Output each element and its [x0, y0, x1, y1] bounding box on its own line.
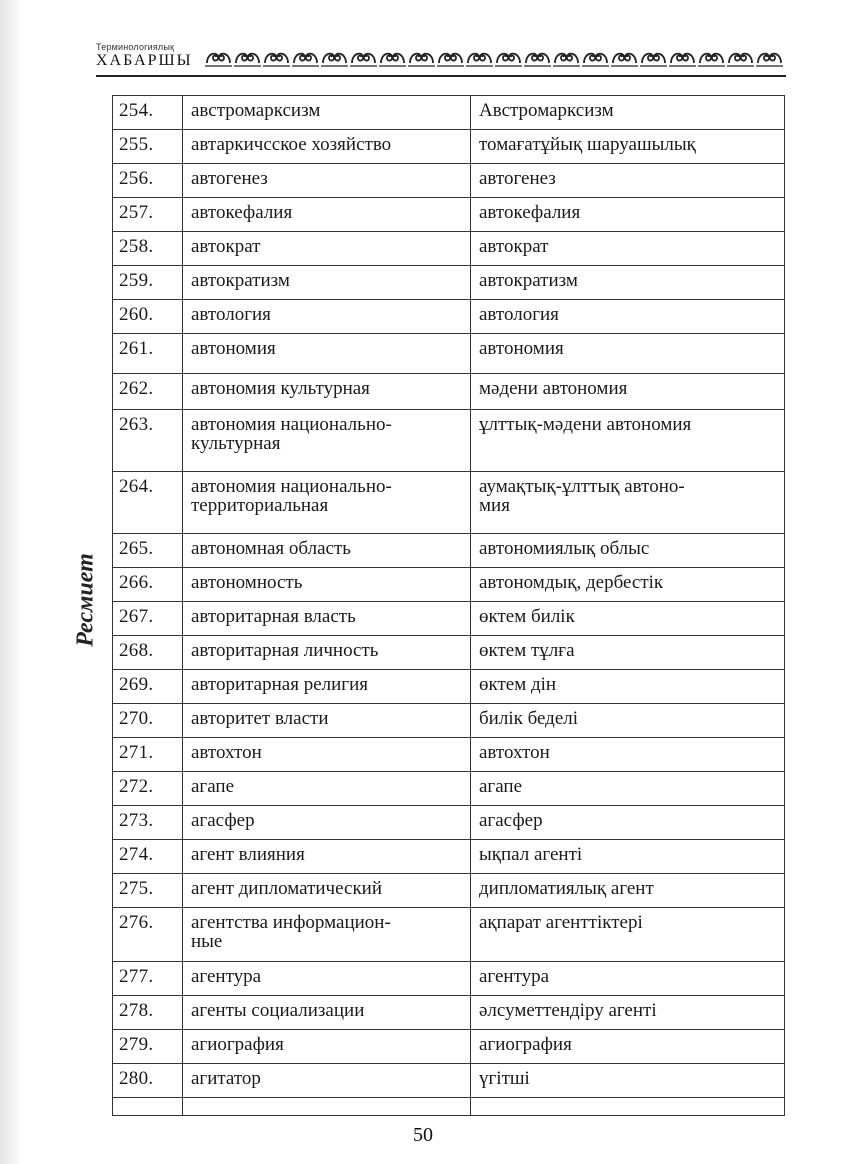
term-kazakh: автократ — [471, 232, 785, 266]
table-row — [113, 1030, 785, 1064]
term-russian: авторитарная личность — [183, 636, 471, 670]
table-row — [113, 568, 785, 602]
term-russian: агитатор — [183, 1064, 471, 1098]
table-row-empty — [113, 1098, 785, 1116]
table-row — [113, 908, 785, 962]
term-kazakh: автократизм — [471, 266, 785, 300]
journal-name-top: Терминологиялық — [96, 42, 175, 52]
term-kazakh: ықпал агенті — [471, 840, 785, 874]
term-number: 256. — [113, 164, 183, 198]
page-header — [96, 40, 786, 74]
term-kazakh: өктем билік — [471, 602, 785, 636]
term-kazakh: мәдени автономия — [471, 374, 785, 410]
page-number: 50 — [413, 1124, 433, 1146]
table-row — [113, 198, 785, 232]
term-russian: австромарксизм — [183, 96, 471, 130]
term-kazakh: автохтон — [471, 738, 785, 772]
term-russian: автономия национально- культурная — [183, 410, 471, 472]
table-row — [113, 962, 785, 996]
term-russian: автология — [183, 300, 471, 334]
terms-table-body — [113, 96, 785, 1116]
term-russian: автономность — [183, 568, 471, 602]
term-russian: авторитет власти — [183, 704, 471, 738]
table-row — [113, 738, 785, 772]
term-number: 270. — [113, 704, 183, 738]
term-kazakh: автокефалия — [471, 198, 785, 232]
empty-cell — [113, 1098, 183, 1116]
term-kazakh: автономия — [471, 334, 785, 374]
term-kazakh: өктем тұлға — [471, 636, 785, 670]
term-russian: автономия — [183, 334, 471, 374]
term-russian: автокефалия — [183, 198, 471, 232]
term-number: 279. — [113, 1030, 183, 1064]
term-kazakh: агентура — [471, 962, 785, 996]
term-kazakh: агасфер — [471, 806, 785, 840]
empty-cell — [471, 1098, 785, 1116]
term-number: 277. — [113, 962, 183, 996]
term-kazakh: Австромарксизм — [471, 96, 785, 130]
term-number: 255. — [113, 130, 183, 164]
table-row — [113, 636, 785, 670]
term-russian: автократизм — [183, 266, 471, 300]
side-section-label — [56, 530, 116, 670]
empty-cell — [183, 1098, 471, 1116]
term-number: 257. — [113, 198, 183, 232]
table-row — [113, 374, 785, 410]
term-russian: автохтон — [183, 738, 471, 772]
term-number: 266. — [113, 568, 183, 602]
term-kazakh: томағатұйық шаруашылық — [471, 130, 785, 164]
term-number: 262. — [113, 374, 183, 410]
table-row — [113, 602, 785, 636]
term-number: 264. — [113, 472, 183, 534]
term-russian: автаркичсское хозяйство — [183, 130, 471, 164]
term-number: 269. — [113, 670, 183, 704]
term-kazakh: аумақтық-ұлттық автоно- мия — [471, 472, 785, 534]
term-russian: агиография — [183, 1030, 471, 1064]
term-russian: автократ — [183, 232, 471, 266]
term-number: 272. — [113, 772, 183, 806]
term-number: 275. — [113, 874, 183, 908]
table-row — [113, 996, 785, 1030]
term-kazakh: агиография — [471, 1030, 785, 1064]
terms-table — [112, 95, 785, 1116]
table-row — [113, 704, 785, 738]
term-kazakh: ақпарат агенттіктері — [471, 908, 785, 962]
table-row — [113, 334, 785, 374]
table-row — [113, 806, 785, 840]
term-kazakh: әлсуметтендіру агенті — [471, 996, 785, 1030]
table-row — [113, 772, 785, 806]
term-kazakh: автогенез — [471, 164, 785, 198]
term-number: 273. — [113, 806, 183, 840]
term-russian: автономия культурная — [183, 374, 471, 410]
table-row — [113, 534, 785, 568]
term-number: 258. — [113, 232, 183, 266]
term-russian: агентства информацион- ные — [183, 908, 471, 962]
header-rule — [96, 75, 786, 77]
table-row — [113, 1064, 785, 1098]
table-row — [113, 472, 785, 534]
term-russian: агасфер — [183, 806, 471, 840]
term-russian: агентура — [183, 962, 471, 996]
term-number: 274. — [113, 840, 183, 874]
term-number: 278. — [113, 996, 183, 1030]
term-number: 276. — [113, 908, 183, 962]
term-russian: автогенез — [183, 164, 471, 198]
side-section-label-text: Ресмиет — [72, 553, 99, 647]
table-row — [113, 130, 785, 164]
term-russian: агапе — [183, 772, 471, 806]
header-ornament — [204, 45, 784, 69]
term-number: 260. — [113, 300, 183, 334]
term-number: 254. — [113, 96, 183, 130]
page-edge-shadow — [0, 0, 22, 1164]
term-kazakh: өктем дін — [471, 670, 785, 704]
term-russian: авторитарная религия — [183, 670, 471, 704]
term-number: 268. — [113, 636, 183, 670]
term-russian: агент влияния — [183, 840, 471, 874]
term-number: 261. — [113, 334, 183, 374]
table-row — [113, 410, 785, 472]
table-row — [113, 840, 785, 874]
term-russian: агенты социализации — [183, 996, 471, 1030]
term-kazakh: дипломатиялық агент — [471, 874, 785, 908]
table-row — [113, 164, 785, 198]
term-russian: агент дипломатический — [183, 874, 471, 908]
term-number: 263. — [113, 410, 183, 472]
term-number: 271. — [113, 738, 183, 772]
term-number: 280. — [113, 1064, 183, 1098]
table-row — [113, 300, 785, 334]
term-number: 265. — [113, 534, 183, 568]
term-number: 267. — [113, 602, 183, 636]
term-kazakh: автономдық, дербестік — [471, 568, 785, 602]
table-row — [113, 96, 785, 130]
table-row — [113, 232, 785, 266]
term-kazakh: автология — [471, 300, 785, 334]
term-russian: автономная область — [183, 534, 471, 568]
term-kazakh: ұлттық-мәдени автономия — [471, 410, 785, 472]
journal-name-main: ХАБАРШЫ — [96, 52, 193, 69]
term-kazakh: автономиялық облыс — [471, 534, 785, 568]
term-russian: автономия национально- территориальная — [183, 472, 471, 534]
term-kazakh: билік беделі — [471, 704, 785, 738]
term-kazakh: үгітші — [471, 1064, 785, 1098]
term-number: 259. — [113, 266, 183, 300]
table-row — [113, 266, 785, 300]
table-row — [113, 670, 785, 704]
term-russian: авторитарная власть — [183, 602, 471, 636]
term-kazakh: агапе — [471, 772, 785, 806]
table-row — [113, 874, 785, 908]
